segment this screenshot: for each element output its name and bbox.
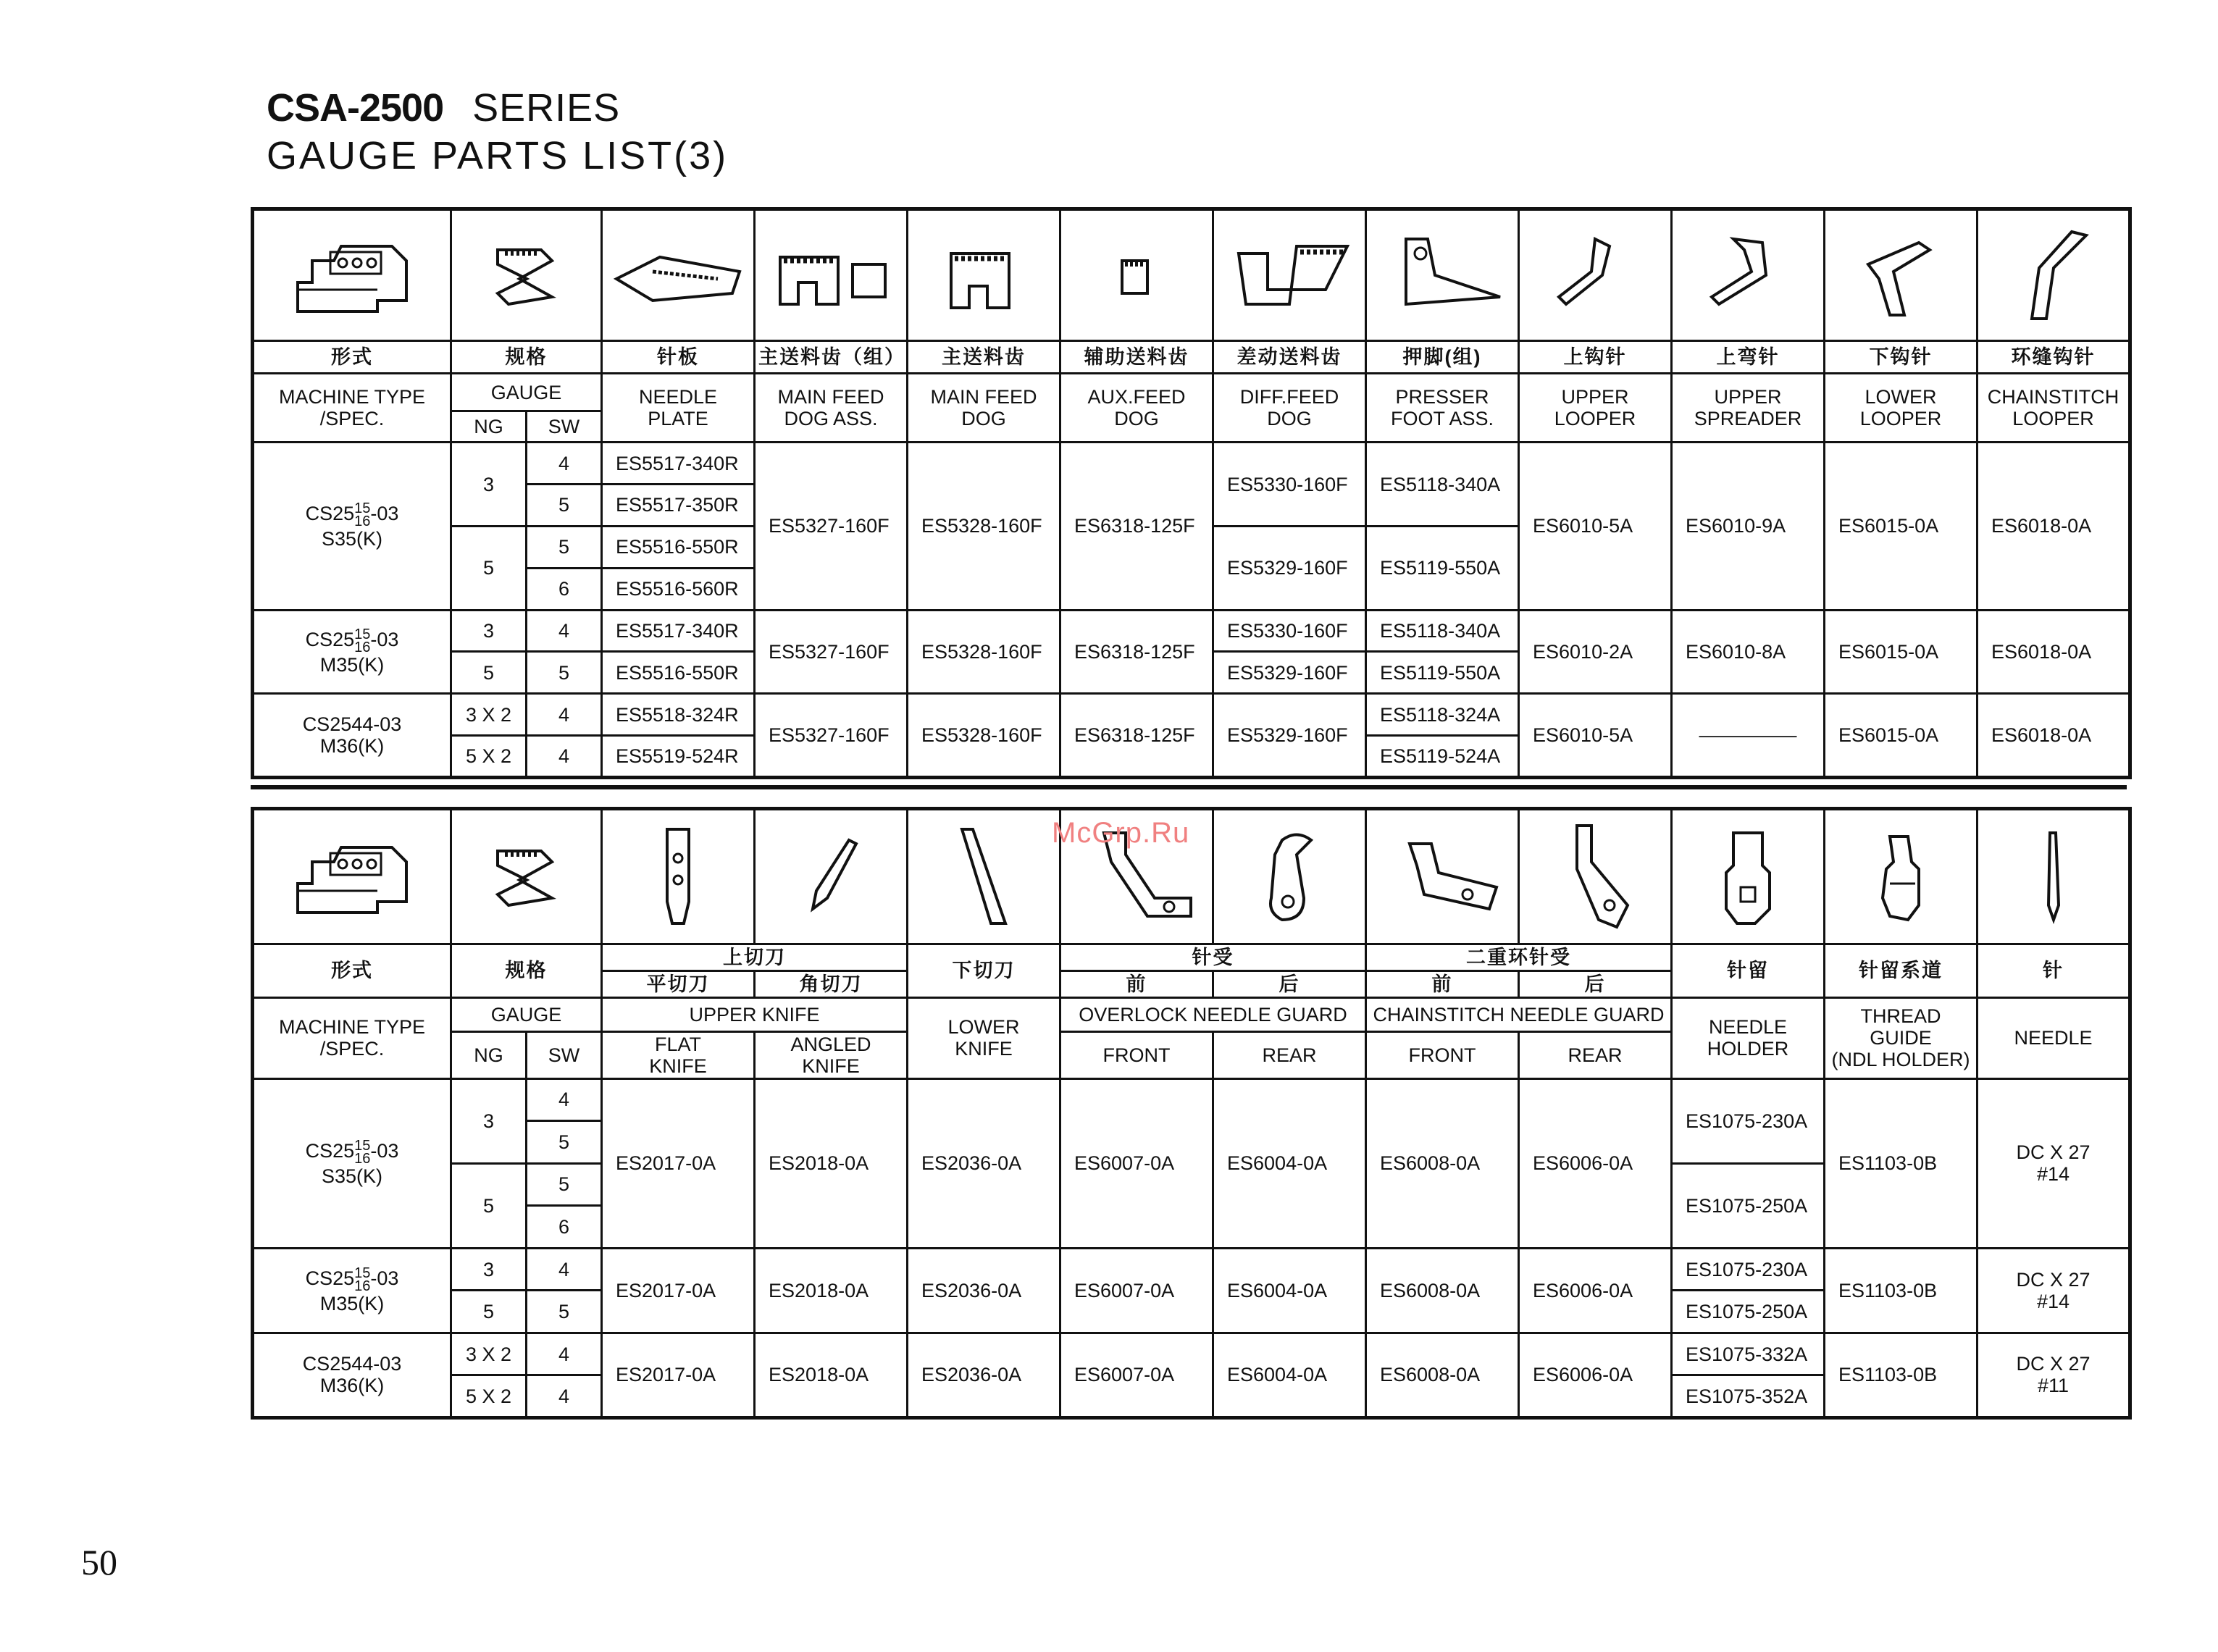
upper-knife-cn: 上切刀 (602, 944, 908, 970)
angled-knife-code: ES2018-0A (755, 1078, 908, 1248)
lower-knife-cn: 下切刀 (908, 944, 1060, 997)
sw-header: SW (527, 411, 602, 442)
series-label: SERIES (472, 86, 621, 130)
aux-feed-dog-en: AUX.FEED DOG (1060, 374, 1213, 443)
ng-value: 3 (451, 1078, 527, 1163)
ov-front-code: ES6007-0A (1060, 1078, 1213, 1248)
ov-rear-code: ES6004-0A (1213, 1333, 1366, 1417)
ng-value: 5 (451, 1163, 527, 1248)
upper-looper-code: ES6010-5A (1519, 443, 1672, 610)
sw-value: 4 (527, 694, 602, 736)
needle-holder-illustration (1672, 809, 1825, 944)
needle-illustration (1978, 809, 2130, 944)
flat-knife-code: ES2017-0A (602, 1248, 755, 1333)
lower-looper-code: ES6015-0A (1825, 610, 1978, 694)
ng-value: 5 X 2 (451, 1375, 527, 1418)
machine-cs2515-s35: CS2515 16-03 S35(K) (253, 1078, 451, 1248)
overlock-guard-en: OVERLOCK NEEDLE GUARD (1060, 997, 1366, 1031)
thread-guide-code: ES1103-0B (1825, 1078, 1978, 1248)
needle-code: DC X 27 #11 (1978, 1333, 2130, 1417)
diff-feed-dog-code: ES5329-160F (1213, 526, 1366, 610)
thread-guide-code: ES1103-0B (1825, 1333, 1978, 1417)
sw-value: 4 (527, 1248, 602, 1291)
ng-value: 3 X 2 (451, 694, 527, 736)
needle-plate-cn: 针板 (602, 340, 755, 373)
ng-value: 3 (451, 610, 527, 652)
presser-foot-code: ES5119-550A (1366, 652, 1519, 694)
needle-holder-code: ES1075-250A (1672, 1163, 1825, 1248)
ov-rear-cn: 后 (1213, 970, 1366, 997)
machine-illustration (253, 209, 451, 341)
upper-looper-illustration (1519, 209, 1672, 341)
lower-knife-en: LOWER KNIFE (908, 997, 1060, 1078)
needle-plate-code: ES5517-340R (602, 443, 755, 485)
thread-guide-illustration (1825, 809, 1978, 944)
machine-cs2515-m35: CS2515 16-03 M35(K) (253, 1248, 451, 1333)
gauge-parts-table-1 (251, 207, 2132, 779)
needle-plate-code: ES5517-350R (602, 485, 755, 527)
upper-spreader-cn: 上弯针 (1672, 340, 1825, 373)
diff-feed-dog-en: DIFF.FEED DOG (1213, 374, 1366, 443)
flat-knife-illustration (602, 809, 755, 944)
lower-looper-en: LOWER LOOPER (1825, 374, 1978, 443)
angled-knife-illustration (755, 809, 908, 944)
chainstitch-looper-en: CHAINSTITCH LOOPER (1978, 374, 2130, 443)
aux-feed-dog-illustration (1060, 209, 1213, 341)
machine-type-cn: 形式 (253, 944, 451, 997)
chainstitch-looper-cn: 环缝钩针 (1978, 340, 2130, 373)
upper-spreader-illustration (1672, 209, 1825, 341)
gauge-en: GAUGE (451, 997, 602, 1031)
needle-plate-code: ES5516-550R (602, 526, 755, 568)
watermark: McGrp.Ru (1052, 817, 1190, 849)
aux-feed-dog-code: ES6318-125F (1060, 610, 1213, 694)
chainstitch-guard-rear-illustration (1519, 809, 1672, 944)
gauge-cn: 规格 (451, 340, 602, 373)
table-divider (251, 785, 2127, 789)
needle-en: NEEDLE (1978, 997, 2130, 1078)
machine-cs2515-m35: CS2515 16-03 M35(K) (253, 610, 451, 694)
main-feed-dog-ass-en: MAIN FEED DOG ASS. (755, 374, 908, 443)
cs-front-code: ES6008-0A (1366, 1078, 1519, 1248)
needle-holder-cn: 针留 (1672, 944, 1825, 997)
presser-foot-code: ES5119-524A (1366, 736, 1519, 778)
lower-looper-cn: 下钩针 (1825, 340, 1978, 373)
machine-cs2544-m36: CS2544-03 M36(K) (253, 694, 451, 778)
chainstitch-guard-front-illustration (1366, 809, 1519, 944)
sw-value: 4 (527, 443, 602, 485)
machine-type-en: MACHINE TYPE /SPEC. (253, 997, 451, 1078)
sw-value: 5 (527, 485, 602, 527)
angled-knife-cn: 角切刀 (755, 970, 908, 997)
ov-rear-code: ES6004-0A (1213, 1078, 1366, 1248)
flat-knife-en: FLAT KNIFE (602, 1032, 755, 1079)
page-title (267, 85, 620, 130)
overlock-guard-rear-illustration (1213, 809, 1366, 944)
angled-knife-code: ES2018-0A (755, 1333, 908, 1417)
machine-type-en: MACHINE TYPE /SPEC. (253, 374, 451, 443)
machine-type-cn: 形式 (253, 340, 451, 373)
presser-foot-code: ES5118-324A (1366, 694, 1519, 736)
needle-plate-en: NEEDLE PLATE (602, 374, 755, 443)
sw-value: 5 (527, 1121, 602, 1164)
angled-knife-en: ANGLED KNIFE (755, 1032, 908, 1079)
needle-code: DC X 27 #14 (1978, 1078, 2130, 1248)
sw-value: 4 (527, 1375, 602, 1418)
main-feed-dog-illustration (908, 209, 1060, 341)
upper-knife-en: UPPER KNIFE (602, 997, 908, 1031)
main-feed-dog-code: ES5328-160F (908, 443, 1060, 610)
upper-spreader-code: ————— (1672, 694, 1825, 778)
main-feed-dog-ass-code: ES5327-160F (755, 694, 908, 778)
gauge-illustration (451, 809, 602, 944)
lower-knife-illustration (908, 809, 1060, 944)
upper-looper-cn: 上钩针 (1519, 340, 1672, 373)
presser-foot-cn: 押脚(组) (1366, 340, 1519, 373)
needle-plate-illustration (602, 209, 755, 341)
sw-value: 6 (527, 1206, 602, 1249)
presser-foot-en: PRESSER FOOT ASS. (1366, 374, 1519, 443)
gauge-illustration (451, 209, 602, 341)
sw-value: 5 (527, 1163, 602, 1206)
chain-guard-en: CHAINSTITCH NEEDLE GUARD (1366, 997, 1672, 1031)
lower-looper-illustration (1825, 209, 1978, 341)
upper-looper-code: ES6010-5A (1519, 694, 1672, 778)
cs-front-en: FRONT (1366, 1032, 1519, 1079)
needle-holder-code: ES1075-250A (1672, 1291, 1825, 1333)
ov-front-code: ES6007-0A (1060, 1333, 1213, 1417)
diff-feed-dog-code: ES5330-160F (1213, 610, 1366, 652)
needle-guard-cn: 针受 (1060, 944, 1366, 970)
aux-feed-dog-code: ES6318-125F (1060, 443, 1213, 610)
sw-value: 5 (527, 526, 602, 568)
aux-feed-dog-code: ES6318-125F (1060, 694, 1213, 778)
ov-front-en: FRONT (1060, 1032, 1213, 1079)
needle-plate-code: ES5519-524R (602, 736, 755, 778)
main-feed-dog-cn: 主送料齿 (908, 340, 1060, 373)
cs-rear-code: ES6006-0A (1519, 1078, 1672, 1248)
ov-rear-code: ES6004-0A (1213, 1248, 1366, 1333)
aux-feed-dog-cn: 辅助送料齿 (1060, 340, 1213, 373)
cs-rear-en: REAR (1519, 1032, 1672, 1079)
main-feed-dog-ass-cn: 主送料齿（组） (755, 340, 908, 373)
ng-value: 3 (451, 1248, 527, 1291)
needle-plate-code: ES5517-340R (602, 610, 755, 652)
presser-foot-illustration (1366, 209, 1519, 341)
diff-feed-dog-code: ES5329-160F (1213, 694, 1366, 778)
upper-spreader-code: ES6010-8A (1672, 610, 1825, 694)
gauge-en: GAUGE (451, 374, 602, 411)
cs-rear-cn: 后 (1519, 970, 1672, 997)
needle-holder-code: ES1075-230A (1672, 1248, 1825, 1291)
sw-value: 6 (527, 568, 602, 610)
gauge-cn: 规格 (451, 944, 602, 997)
ng-header: NG (451, 411, 527, 442)
lower-looper-code: ES6015-0A (1825, 443, 1978, 610)
main-feed-dog-code: ES5328-160F (908, 694, 1060, 778)
chainstitch-looper-illustration (1978, 209, 2130, 341)
needle-holder-en: NEEDLE HOLDER (1672, 997, 1825, 1078)
machine-cs2515-s35: CS2515 16-03 S35(K) (253, 443, 451, 610)
ng-value: 5 (451, 526, 527, 610)
upper-spreader-en: UPPER SPREADER (1672, 374, 1825, 443)
chainstitch-looper-code: ES6018-0A (1978, 443, 2130, 610)
cs-front-code: ES6008-0A (1366, 1248, 1519, 1333)
lower-looper-code: ES6015-0A (1825, 694, 1978, 778)
sw-value: 5 (527, 652, 602, 694)
upper-looper-en: UPPER LOOPER (1519, 374, 1672, 443)
lower-knife-code: ES2036-0A (908, 1248, 1060, 1333)
needle-code: DC X 27 #14 (1978, 1248, 2130, 1333)
sw-value: 4 (527, 610, 602, 652)
sw-header: SW (527, 1032, 602, 1079)
needle-plate-code: ES5516-550R (602, 652, 755, 694)
gauge-parts-table-2 (251, 807, 2132, 1420)
page-number: 50 (81, 1542, 117, 1582)
diff-feed-dog-cn: 差动送料齿 (1213, 340, 1366, 373)
ov-rear-en: REAR (1213, 1032, 1366, 1079)
needle-holder-code: ES1075-352A (1672, 1375, 1825, 1418)
main-feed-dog-code: ES5328-160F (908, 610, 1060, 694)
presser-foot-code: ES5118-340A (1366, 610, 1519, 652)
machine-cs2544-m36: CS2544-03 M36(K) (253, 1333, 451, 1417)
ng-value: 5 (451, 1291, 527, 1333)
flat-knife-cn: 平切刀 (602, 970, 755, 997)
diff-feed-dog-code: ES5330-160F (1213, 443, 1366, 527)
ng-header: NG (451, 1032, 527, 1079)
thread-guide-code: ES1103-0B (1825, 1248, 1978, 1333)
ng-value: 3 X 2 (451, 1333, 527, 1375)
main-feed-dog-en: MAIN FEED DOG (908, 374, 1060, 443)
page-subtitle: GAUGE PARTS LIST(3) (267, 134, 729, 177)
cs-front-code: ES6008-0A (1366, 1333, 1519, 1417)
cs-rear-code: ES6006-0A (1519, 1248, 1672, 1333)
diff-feed-dog-code: ES5329-160F (1213, 652, 1366, 694)
chainstitch-looper-code: ES6018-0A (1978, 694, 2130, 778)
ov-front-code: ES6007-0A (1060, 1248, 1213, 1333)
lower-knife-code: ES2036-0A (908, 1078, 1060, 1248)
needle-holder-code: ES1075-332A (1672, 1333, 1825, 1375)
flat-knife-code: ES2017-0A (602, 1078, 755, 1248)
machine-illustration (253, 809, 451, 944)
cs-rear-code: ES6006-0A (1519, 1333, 1672, 1417)
diff-feed-dog-illustration (1213, 209, 1366, 341)
ng-value: 5 (451, 652, 527, 694)
sw-value: 4 (527, 1333, 602, 1375)
cs-front-cn: 前 (1366, 970, 1519, 997)
sw-value: 4 (527, 1078, 602, 1121)
main-feed-dog-ass-code: ES5327-160F (755, 443, 908, 610)
lower-knife-code: ES2036-0A (908, 1333, 1060, 1417)
upper-spreader-code: ES6010-9A (1672, 443, 1825, 610)
presser-foot-code: ES5119-550A (1366, 526, 1519, 610)
ng-value: 3 (451, 443, 527, 527)
flat-knife-code: ES2017-0A (602, 1333, 755, 1417)
model-name: CSA-2500 (267, 86, 444, 130)
thread-guide-en: THREAD GUIDE (NDL HOLDER) (1825, 997, 1978, 1078)
ov-front-cn: 前 (1060, 970, 1213, 997)
needle-holder-code: ES1075-230A (1672, 1078, 1825, 1163)
needle-plate-code: ES5516-560R (602, 568, 755, 610)
needle-cn: 针 (1978, 944, 2130, 997)
presser-foot-code: ES5118-340A (1366, 443, 1519, 527)
sw-value: 4 (527, 736, 602, 778)
upper-looper-code: ES6010-2A (1519, 610, 1672, 694)
main-feed-dog-ass-code: ES5327-160F (755, 610, 908, 694)
needle-plate-code: ES5518-324R (602, 694, 755, 736)
main-feed-dog-ass-illustration (755, 209, 908, 341)
thread-guide-cn: 针留系道 (1825, 944, 1978, 997)
ng-value: 5 X 2 (451, 736, 527, 778)
chainstitch-looper-code: ES6018-0A (1978, 610, 2130, 694)
sw-value: 5 (527, 1291, 602, 1333)
angled-knife-code: ES2018-0A (755, 1248, 908, 1333)
chain-guard-cn: 二重环针受 (1366, 944, 1672, 970)
